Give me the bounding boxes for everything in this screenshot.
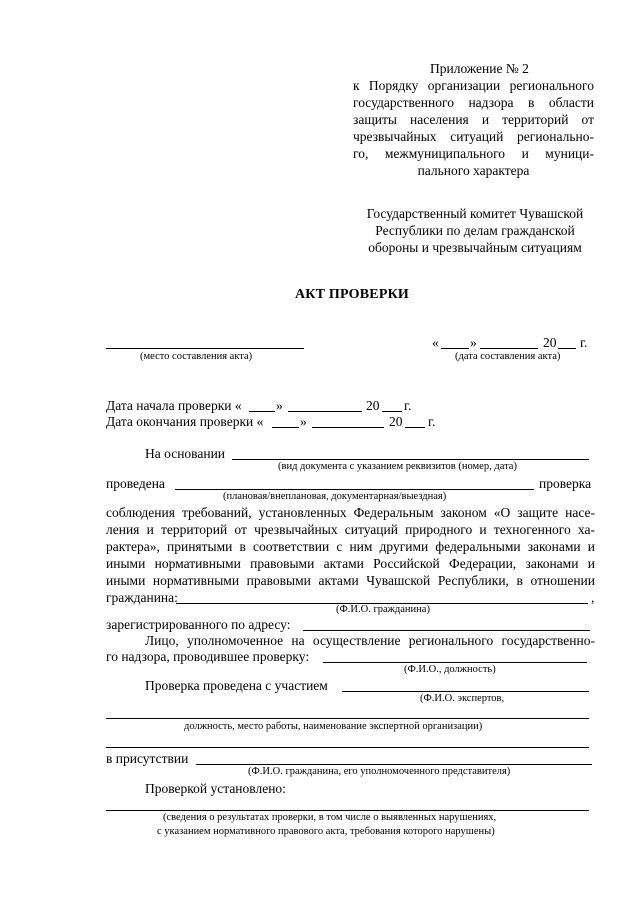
check-type-caption: (плановая/внеплановая, документарная/выездная) xyxy=(223,491,447,502)
end-year-field[interactable] xyxy=(405,427,425,428)
start-date-label: Дата начала проверки « xyxy=(106,398,242,413)
authority-line: обороны и чрезвычайным ситуациям xyxy=(368,240,582,255)
check-type-field[interactable] xyxy=(175,489,534,490)
authority-line: Республики по делам гражданской xyxy=(375,223,575,238)
results-caption-2: с указанием нормативного правового акта, требования которого нарушены) xyxy=(157,826,495,837)
appendix-title: Приложение № 2 xyxy=(430,61,529,76)
place-field[interactable] xyxy=(106,348,304,349)
participation-label: Проверка проведена с участием xyxy=(145,678,328,693)
paragraph-line: ления и территорий от чрезвычайных ситуаций природного и техногенного ха- xyxy=(106,522,595,537)
experts-field-2[interactable] xyxy=(106,718,589,719)
start-day-field[interactable] xyxy=(249,411,275,412)
address-field[interactable] xyxy=(303,630,590,631)
experts-field[interactable] xyxy=(342,691,589,692)
experts-field-3[interactable] xyxy=(106,747,589,748)
appendix-line: чрезвычайных ситуаций регионально- xyxy=(353,129,594,144)
paragraph-line: соблюдения требований, установленных Федеральным законом «О защите насе- xyxy=(106,505,595,520)
authorized-caption: (Ф.И.О., должность) xyxy=(404,664,496,675)
experts-caption-2: должность, место работы, наименование экспертной организации) xyxy=(184,721,483,732)
presence-label: в присутствии xyxy=(106,751,189,766)
date-day-field[interactable] xyxy=(441,348,469,349)
start-quote-close: » xyxy=(276,398,283,413)
date-month-field[interactable] xyxy=(480,348,538,349)
document-title: АКТ ПРОВЕРКИ xyxy=(295,287,410,302)
end-day-field[interactable] xyxy=(272,427,299,428)
results-field[interactable] xyxy=(106,810,589,811)
place-caption: (место составления акта) xyxy=(140,351,253,362)
authority-block xyxy=(350,206,600,255)
date-close-quote: » xyxy=(470,335,477,350)
check-word: проверка xyxy=(539,476,592,491)
basis-caption: (вид документа с указанием реквизитов (номер, дата) xyxy=(278,461,517,472)
presence-caption: (Ф.И.О. гражданина, его уполномоченного представителя) xyxy=(248,766,511,777)
authorized-line-1: Лицо, уполномоченное на осуществление регионального государственно- xyxy=(145,633,595,648)
date-open-quote: « xyxy=(432,335,439,350)
authority-line: Государственный комитет Чувашской xyxy=(366,206,584,221)
basis-label: На основании xyxy=(145,446,226,461)
end-date-label: Дата окончания проверки « xyxy=(106,414,264,429)
authorized-field[interactable] xyxy=(323,662,587,663)
results-caption-1: (сведения о результатах проверки, в том числе о выявленных нарушениях, xyxy=(163,812,497,823)
experts-caption: (Ф.И.О. экспертов, xyxy=(420,693,505,704)
requirements-paragraph xyxy=(106,505,595,588)
registered-label: зарегистрированного по адресу: xyxy=(106,617,291,632)
basis-field[interactable] xyxy=(232,459,589,460)
date-year-field[interactable] xyxy=(558,348,576,349)
appendix-line: защиты населения и территорий от xyxy=(353,112,594,127)
appendix-line: пального характера xyxy=(417,163,530,178)
authorized-line-2: го надзора, проводившее проверку: xyxy=(106,649,310,664)
end-year-suffix: г. xyxy=(428,414,436,429)
start-month-field[interactable] xyxy=(288,411,362,412)
citizen-label: гражданина: xyxy=(106,590,178,605)
established-label: Проверкой установлено: xyxy=(145,781,286,796)
date-caption: (дата составления акта) xyxy=(455,351,561,362)
start-year-field[interactable] xyxy=(382,411,402,412)
conducted-label: проведена xyxy=(106,476,165,491)
date-year-prefix: 20 xyxy=(543,335,557,350)
citizen-caption: (Ф.И.О. гражданина) xyxy=(336,604,430,615)
start-year-prefix: 20 xyxy=(366,398,380,413)
citizen-comma: , xyxy=(591,590,595,605)
end-quote-close: » xyxy=(300,414,307,429)
date-year-suffix: г. xyxy=(580,335,588,350)
appendix-text xyxy=(353,78,594,178)
end-year-prefix: 20 xyxy=(389,414,403,429)
start-year-suffix: г. xyxy=(404,398,412,413)
paragraph-line: иными нормативными правовыми актами Российской Федерации, законами и xyxy=(106,556,595,571)
end-month-field[interactable] xyxy=(312,427,384,428)
paragraph-line: рактера», принятыми в соответствии с ним другими федеральными законами и xyxy=(106,539,595,554)
presence-field[interactable] xyxy=(196,764,592,765)
appendix-line: к Порядку организации регионального xyxy=(353,78,594,93)
appendix-line: го, межмуниципального и муници- xyxy=(353,146,594,161)
paragraph-line: иными нормативными правовыми актами Чувашской Республики, в отношении xyxy=(106,573,595,588)
appendix-line: государственного надзора в области xyxy=(353,95,594,110)
